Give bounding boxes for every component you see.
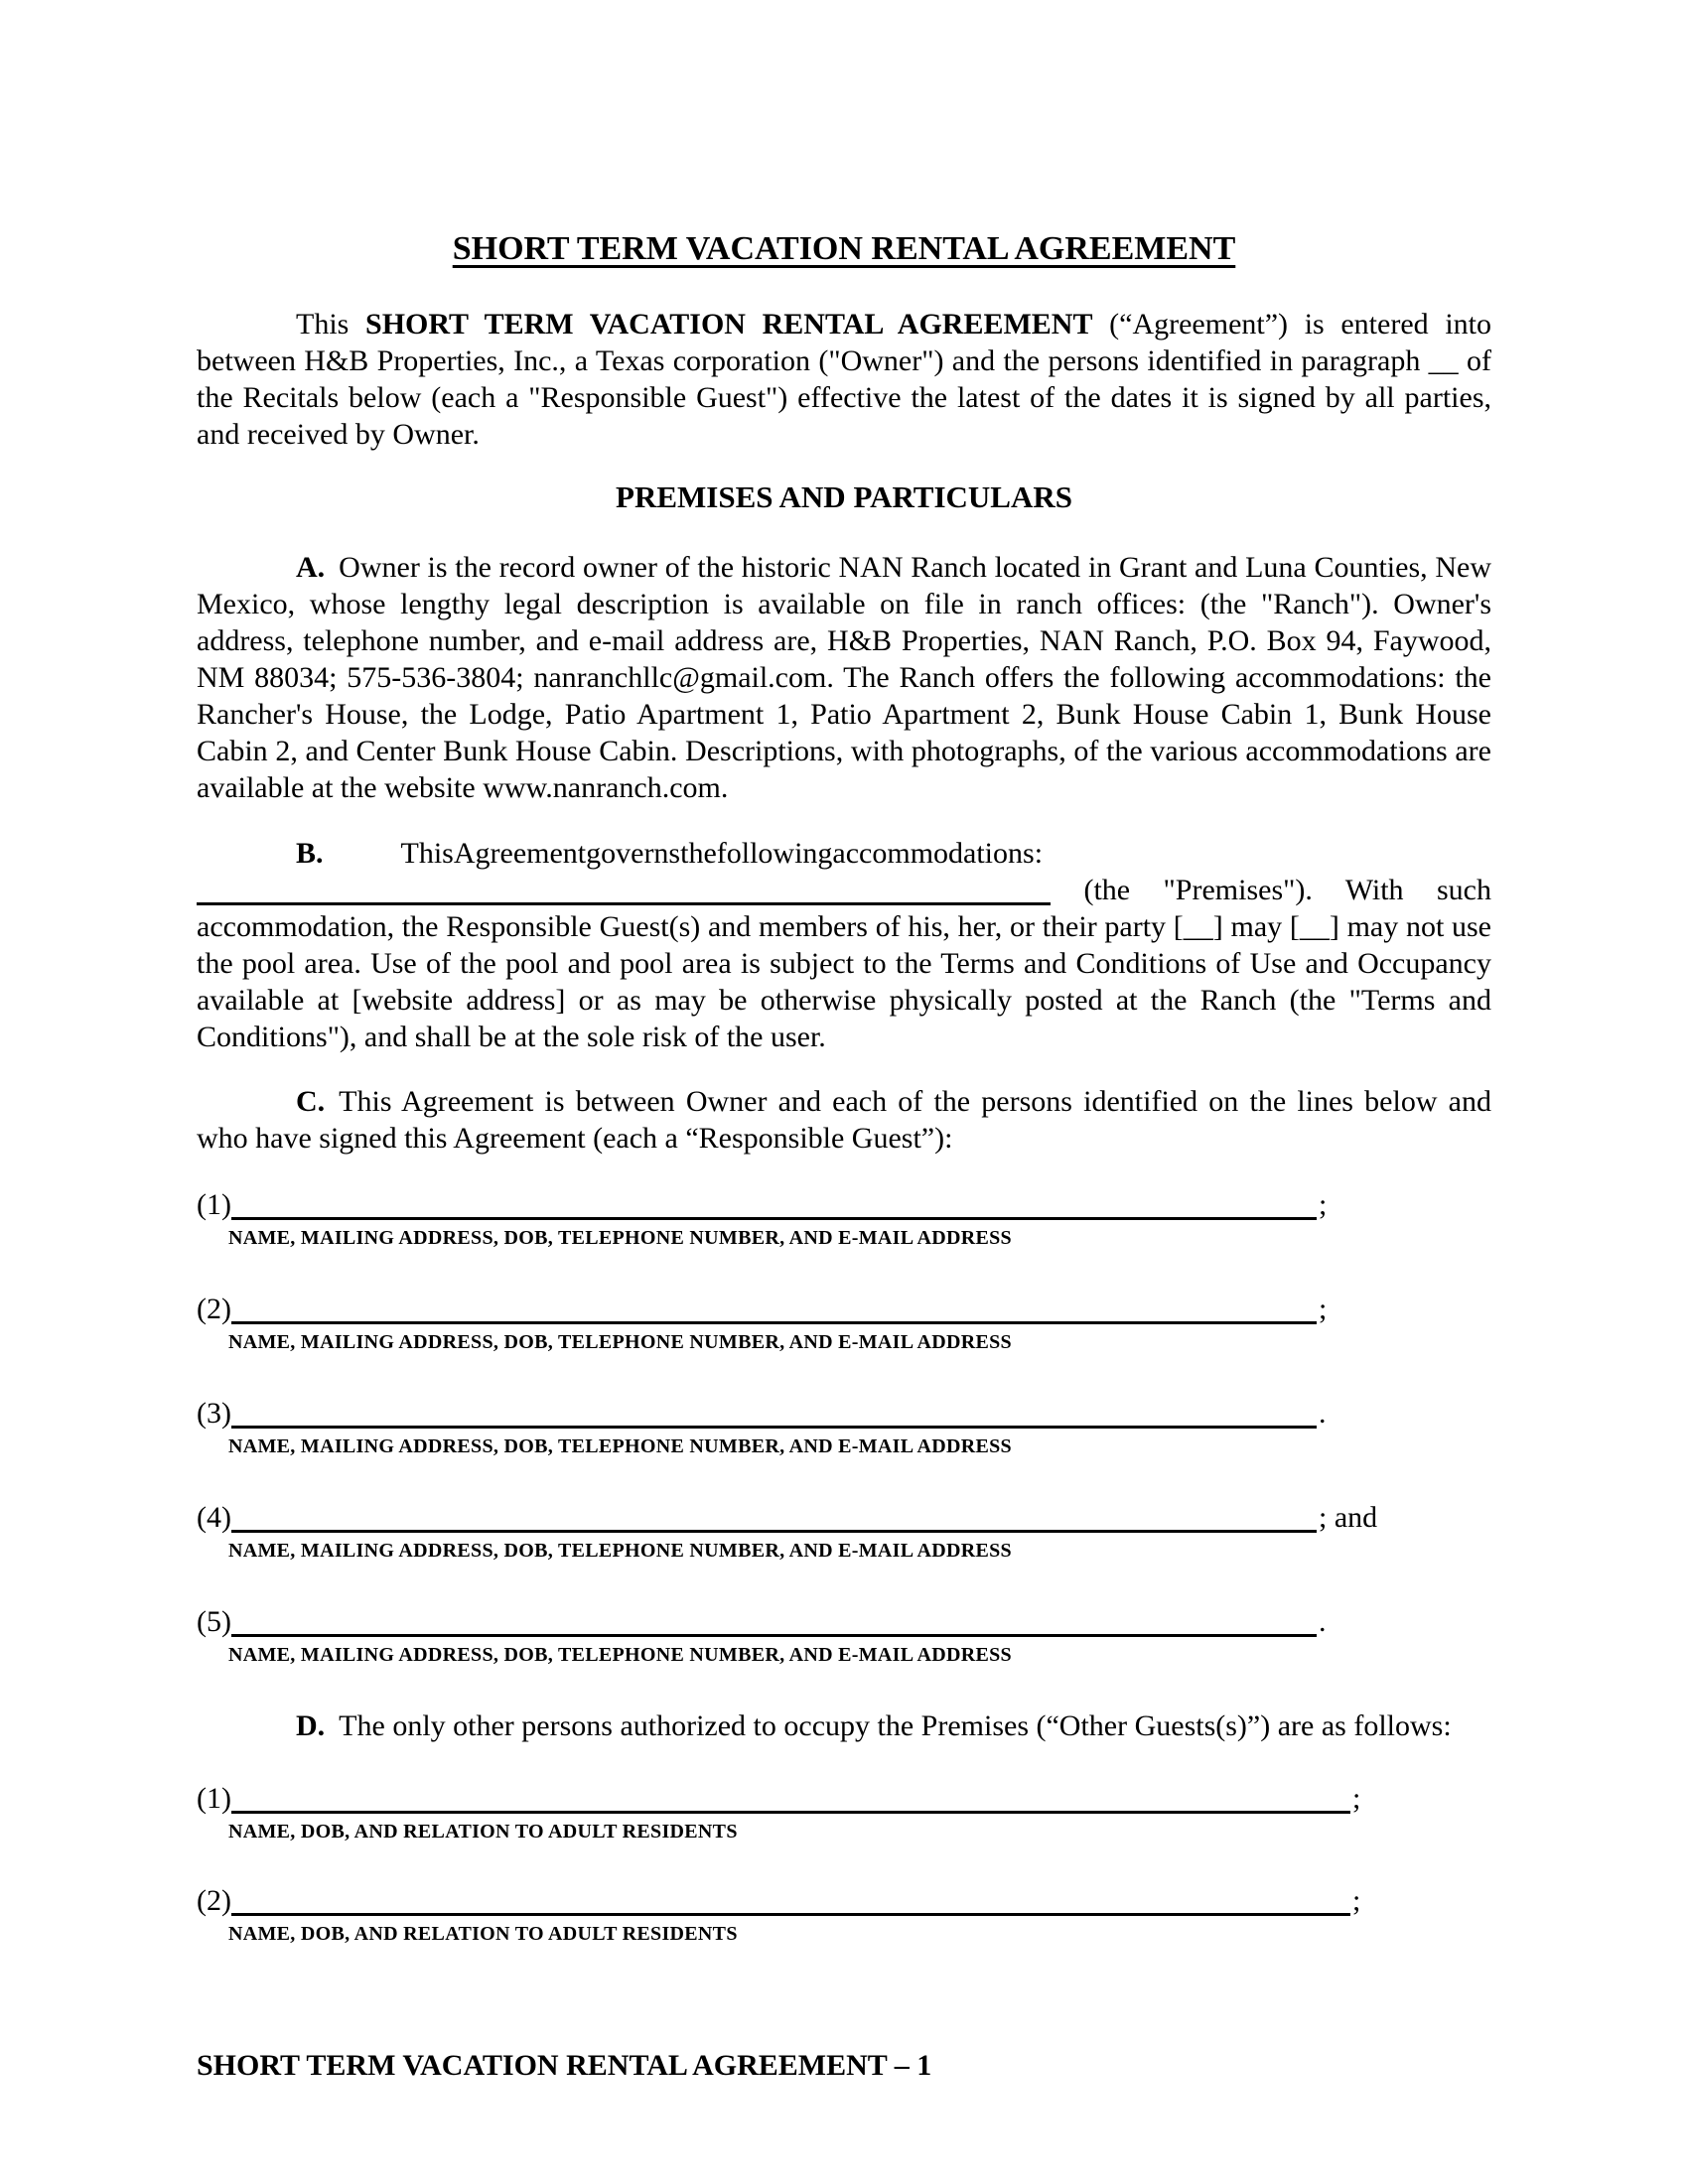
other-guest-lines xyxy=(197,1780,1491,1947)
document-title-text: SHORT TERM VACATION RENTAL AGREEMENT xyxy=(452,230,1236,267)
guest-line-2 xyxy=(197,1291,1491,1327)
paragraph-a-text: Owner is the record owner of the historic NAN Ranch located in Grant and Luna Counties, New Mexico, whose lengthy legal description is available on file in ranch offices: (the "Ranch"). Owner's address, telephone number, and e-mail address are, H&B Properties, NAN Ranch, P.O. Box 94, Faywood, NM 88034; 575-536-3804; nanranchllc@gmail.com. The Ranch offers the following accommodations: the Rancher's House, the Lodge, Patio Apartment 1, Patio Apartment 2, Bunk House Cabin 1, Bunk House Cabin 2, and Center Bunk House Cabin. Descriptions, with photographs, of the various accommodations are available at the website www.nanranch.com. xyxy=(197,551,1491,804)
line-number: (2) xyxy=(197,1884,231,1917)
guest-line-caption: NAME, MAILING ADDRESS, DOB, TELEPHONE NUMBER, AND E-MAIL ADDRESS xyxy=(228,1644,1012,1666)
line-suffix: ; xyxy=(1318,1188,1328,1221)
document-title xyxy=(197,228,1491,270)
line-suffix: ; xyxy=(1351,1884,1361,1917)
paragraph-c-text: This Agreement is between Owner and each of the persons identified on the lines below and who have signed this Agreement (each a “Responsible Guest”): xyxy=(197,1085,1491,1155)
intro-body: (“Agreement”) is entered into between H&B Properties, Inc., a Texas corporation ("Owner") and the persons identified in paragraph __ of the Recitals below (each a "Responsible Guest") effective the latest of the dates it is signed by all parties, and received by Owner. xyxy=(197,308,1491,451)
intro-agreement-name: SHORT TERM VACATION RENTAL AGREEMENT xyxy=(365,308,1093,341)
intro-paragraph xyxy=(197,306,1491,453)
line-number: (1) xyxy=(197,1782,231,1815)
other-guest-line-2 xyxy=(197,1882,1491,1919)
paragraph-b xyxy=(197,835,1491,1055)
accommodations-blank-field xyxy=(197,892,1051,905)
other-guest-line-caption: NAME, DOB, AND RELATION TO ADULT RESIDENTS xyxy=(228,1821,738,1843)
intro-lead: This xyxy=(296,308,366,341)
line-suffix: ; xyxy=(1351,1782,1361,1815)
line-number: (1) xyxy=(197,1188,231,1221)
line-number: (4) xyxy=(197,1501,231,1534)
other-guest-line-1 xyxy=(197,1780,1491,1817)
guest-3-blank-field xyxy=(231,1416,1317,1429)
line-suffix: . xyxy=(1318,1397,1327,1430)
guest-line-5 xyxy=(197,1603,1491,1640)
guest-4-blank-field xyxy=(231,1520,1317,1533)
line-suffix: . xyxy=(1318,1605,1327,1638)
other-guest-line-block xyxy=(197,1882,1491,1947)
line-number: (3) xyxy=(197,1397,231,1430)
guest-line-block xyxy=(197,1395,1491,1459)
guest-line-block xyxy=(197,1499,1491,1564)
other-guest-line-caption: NAME, DOB, AND RELATION TO ADULT RESIDENTS xyxy=(228,1923,738,1945)
other-guest-1-blank-field xyxy=(231,1801,1350,1814)
guest-5-blank-field xyxy=(231,1624,1317,1637)
guest-line-block xyxy=(197,1186,1491,1251)
line-number: (5) xyxy=(197,1605,231,1638)
line-suffix: ; and xyxy=(1318,1501,1378,1534)
guest-2-blank-field xyxy=(231,1311,1317,1324)
guest-line-caption: NAME, MAILING ADDRESS, DOB, TELEPHONE NUMBER, AND E-MAIL ADDRESS xyxy=(228,1331,1012,1353)
guest-line-block xyxy=(197,1603,1491,1668)
guest-line-4 xyxy=(197,1499,1491,1536)
line-suffix: ; xyxy=(1318,1293,1328,1325)
guest-line-caption: NAME, MAILING ADDRESS, DOB, TELEPHONE NUMBER, AND E-MAIL ADDRESS xyxy=(228,1540,1012,1562)
guest-line-caption: NAME, MAILING ADDRESS, DOB, TELEPHONE NUMBER, AND E-MAIL ADDRESS xyxy=(228,1435,1012,1457)
premises-heading: PREMISES AND PARTICULARS xyxy=(616,479,1072,514)
paragraph-b-text: (the "Premises"). With such accommodation, the Responsible Guest(s) and members of his, her, or their party [__] may [__] may not use the pool area. Use of the pool and pool area is subject to the Terms and Conditions of Use and Occupancy available at [website address] or as may be otherwise physically posted at the Ranch (the "Terms and Conditions"), and shall be at the sole risk of the user. xyxy=(197,874,1491,1053)
other-guest-line-block xyxy=(197,1780,1491,1844)
guest-1-blank-field xyxy=(231,1207,1317,1220)
page-footer: SHORT TERM VACATION RENTAL AGREEMENT – 1 xyxy=(197,2049,932,2082)
paragraph-b-line1: ThisAgreementgovernsthefollowingaccommodations: xyxy=(400,837,1044,870)
line-number: (2) xyxy=(197,1293,231,1325)
paragraph-b-label: B. xyxy=(296,837,324,870)
paragraph-d-label: D. xyxy=(296,1709,326,1742)
guest-line-3 xyxy=(197,1395,1491,1432)
paragraph-d xyxy=(197,1707,1491,1744)
guest-line-caption: NAME, MAILING ADDRESS, DOB, TELEPHONE NUMBER, AND E-MAIL ADDRESS xyxy=(228,1227,1012,1249)
paragraph-d-text: The only other persons authorized to occupy the Premises (“Other Guests(s)”) are as follows: xyxy=(339,1709,1452,1742)
responsible-guest-lines xyxy=(197,1186,1491,1668)
paragraph-c-label: C. xyxy=(296,1085,326,1118)
paragraph-c xyxy=(197,1083,1491,1157)
other-guest-2-blank-field xyxy=(231,1903,1350,1916)
guest-line-1 xyxy=(197,1186,1491,1223)
guest-line-block xyxy=(197,1291,1491,1355)
paragraph-a-label: A. xyxy=(296,551,326,584)
paragraph-a xyxy=(197,549,1491,806)
